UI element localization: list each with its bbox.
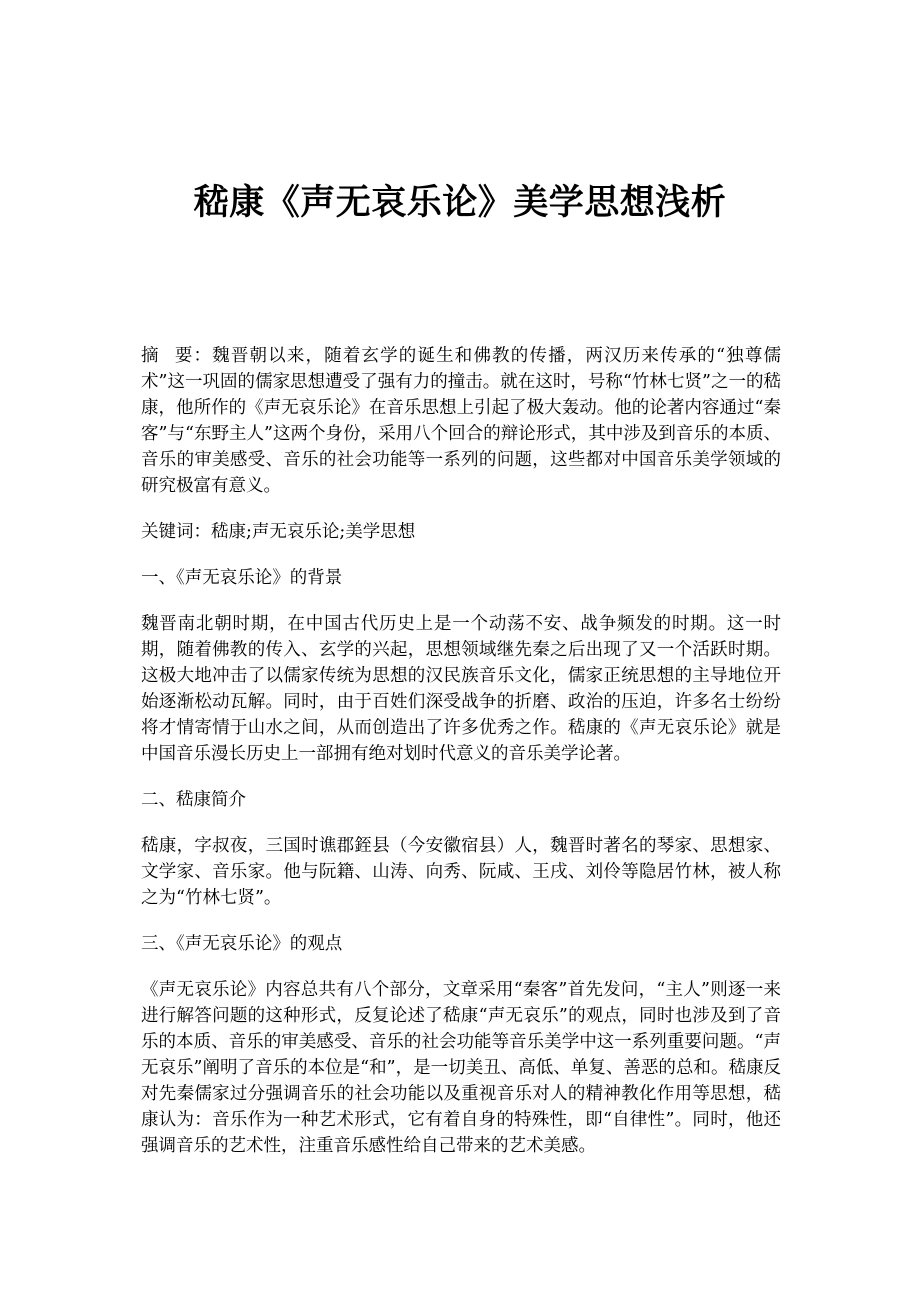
abstract-paragraph [141, 343, 781, 499]
keywords-line: 关键词：嵇康;声无哀乐论;美学思想 [141, 522, 416, 542]
section-heading-biography: 二、嵇康简介 [141, 790, 246, 810]
section-body-biography: 嵇康，字叔夜，三国时谯郡銍县（今安徽宿县）人，魏晋时著名的琴家、思想家、文学家、音乐家。他与阮籍、山涛、向秀、阮咸、王戌、刘伶等隐居竹林，被人称之为“竹林七贤”。 [141, 836, 781, 908]
section-body-background: 魏晋南北朝时期，在中国古代历史上是一个动荡不安、战争频发的时期。这一时期，随着佛教的传入、玄学的兴起，思想领域继先秦之后出现了又一个活跃时期。这极大地冲击了以儒家传统为思想的汉民族音乐文化，儒家正统思想的主导地位开始逐渐松动瓦解。同时，由于百姓们深受战争的折磨、政治的压迫，许多名士纷纷将才情寄情于山水之间，从而创造出了许多优秀之作。嵇康的《声无哀乐论》就是中国音乐漫长历史上一部拥有绝对划时代意义的音乐美学论著。 [141, 614, 781, 764]
paper-title: 嵇康《声无哀乐论》美学思想浅析 [193, 183, 727, 223]
paper-body [141, 343, 781, 1179]
abstract-label-1: 摘 [141, 346, 160, 366]
section-heading-background: 一、《声无哀乐论》的背景 [141, 568, 343, 588]
section-body-viewpoints: 《声无哀乐论》内容总共有八个部分，文章采用“秦客”首先发问，“主人”则逐一来进行解答问题的这种形式，反复论述了嵇康“声无哀乐”的观点，同时也涉及到了音乐的本质、音乐的审美感受、音乐的社会功能等音乐美学中这一系列重要问题。“声无哀乐”阐明了音乐的本位是“和”，是一切美丑、高低、单复、善恶的总和。嵇康反对先秦儒家过分强调音乐的社会功能以及重视音乐对人的精神教化作用等思想，嵇康认为：音乐作为一种艺术形式，它有着自身的特殊性，即“自律性”。同时，他还强调音乐的艺术性，注重音乐感性给自己带来的艺术美感。 [141, 980, 781, 1156]
abstract-label-2: 要： [173, 346, 213, 366]
abstract-text: 魏晋朝以来，随着玄学的诞生和佛教的传播，两汉历来传承的“独尊儒术”这一巩固的儒家思想遭受了强有力的撞击。就在这时，号称“竹林七贤”之一的嵇康，他所作的《声无哀乐论》在音乐思想上引起了极大轰动。他的论著内容通过“秦客”与“东野主人”这两个身份，采用八个回合的辩论形式，其中涉及到音乐的本质、音乐的审美感受、音乐的社会功能等一系列的问题，这些都对中国音乐美学领域的研究极富有意义。 [141, 346, 782, 496]
section-heading-viewpoints: 三、《声无哀乐论》的观点 [141, 934, 343, 954]
